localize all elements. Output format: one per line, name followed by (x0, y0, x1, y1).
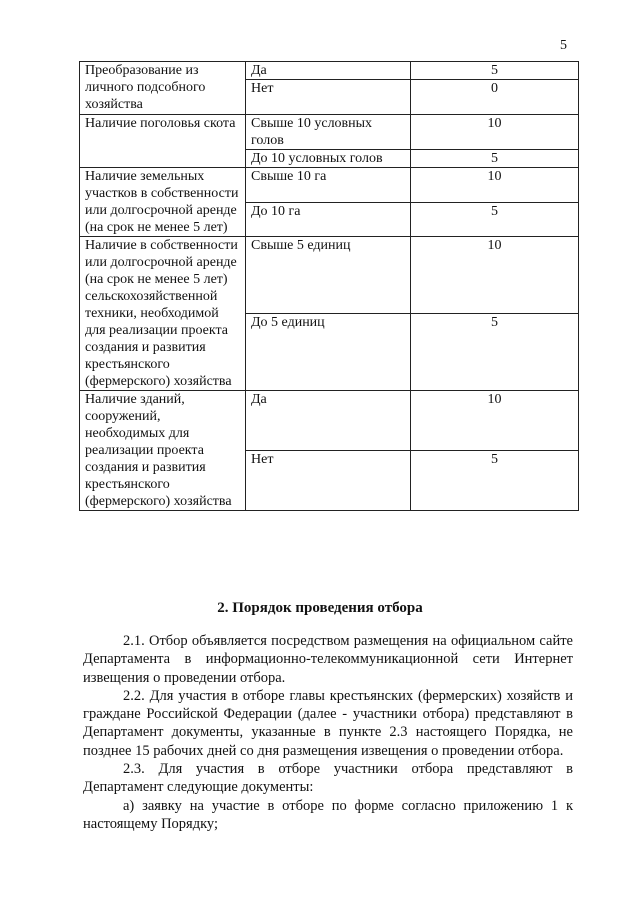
option-value-cell: Свыше 10 га (246, 168, 411, 203)
paragraph-2-1: 2.1. Отбор объявляется посредством размещения на официальном сайте Департамента в информационно-телекоммуникационной сети Интернет извещения о проведении отбора. (83, 633, 573, 686)
points-cell: 10 (411, 391, 579, 451)
option-value-cell: До 10 условных голов (246, 150, 411, 168)
points-cell: 10 (411, 168, 579, 203)
section-body (83, 632, 573, 833)
criterion-cell: Преобразование из личного подсобного хозяйства (80, 62, 246, 115)
page-number: 5 (560, 38, 567, 53)
points-cell: 5 (411, 451, 579, 511)
table-row (80, 115, 579, 150)
criterion-cell: Наличие в собственности или долгосрочной аренде (на срок не менее 5 лет) сельскохозяйственной техники, необходимой для реализации проекта создания и развития крестьянского (фермерского) хозяйства (80, 237, 246, 391)
points-cell: 0 (411, 80, 579, 115)
points-cell: 5 (411, 62, 579, 80)
option-value-cell: До 5 единиц (246, 314, 411, 391)
paragraph-2-2: 2.2. Для участия в отборе главы крестьянских (фермерских) хозяйств и граждане Российской Федерации (далее - участники отбора) представляют в Департамент документы, указанные в пункте 2.3 настоящего Порядка, не позднее 15 рабочих дней со дня размещения извещения о проведении отбора. (83, 687, 573, 759)
option-value-cell: Да (246, 391, 411, 451)
paragraph-2-3: 2.3. Для участия в отборе участники отбора представляют в Департамент следующие документы: (83, 761, 573, 796)
points-cell: 5 (411, 202, 579, 237)
criterion-cell: Наличие земельных участков в собственности или долгосрочной аренде (на срок не менее 5 лет) (80, 168, 246, 237)
criterion-cell: Наличие поголовья скота (80, 115, 246, 168)
criteria-table (79, 61, 579, 511)
table-row (80, 391, 579, 451)
points-cell: 10 (411, 115, 579, 150)
table-row (80, 237, 579, 314)
option-value-cell: Нет (246, 80, 411, 115)
table-row (80, 168, 579, 203)
option-value-cell: До 10 га (246, 202, 411, 237)
option-value-cell: Свыше 10 условных голов (246, 115, 411, 150)
points-cell: 5 (411, 150, 579, 168)
points-cell: 5 (411, 314, 579, 391)
option-value-cell: Да (246, 62, 411, 80)
criterion-cell: Наличие зданий, сооружений, необходимых для реализации проекта создания и развития крестьянского (фермерского) хозяйства (80, 391, 246, 511)
option-value-cell: Нет (246, 451, 411, 511)
points-cell: 10 (411, 237, 579, 314)
table-row (80, 62, 579, 80)
section-heading: 2. Порядок проведения отбора (217, 600, 423, 616)
paragraph-2-3-a: а) заявку на участие в отборе по форме согласно приложению 1 к настоящему Порядку; (83, 797, 573, 832)
option-value-cell: Свыше 5 единиц (246, 237, 411, 314)
